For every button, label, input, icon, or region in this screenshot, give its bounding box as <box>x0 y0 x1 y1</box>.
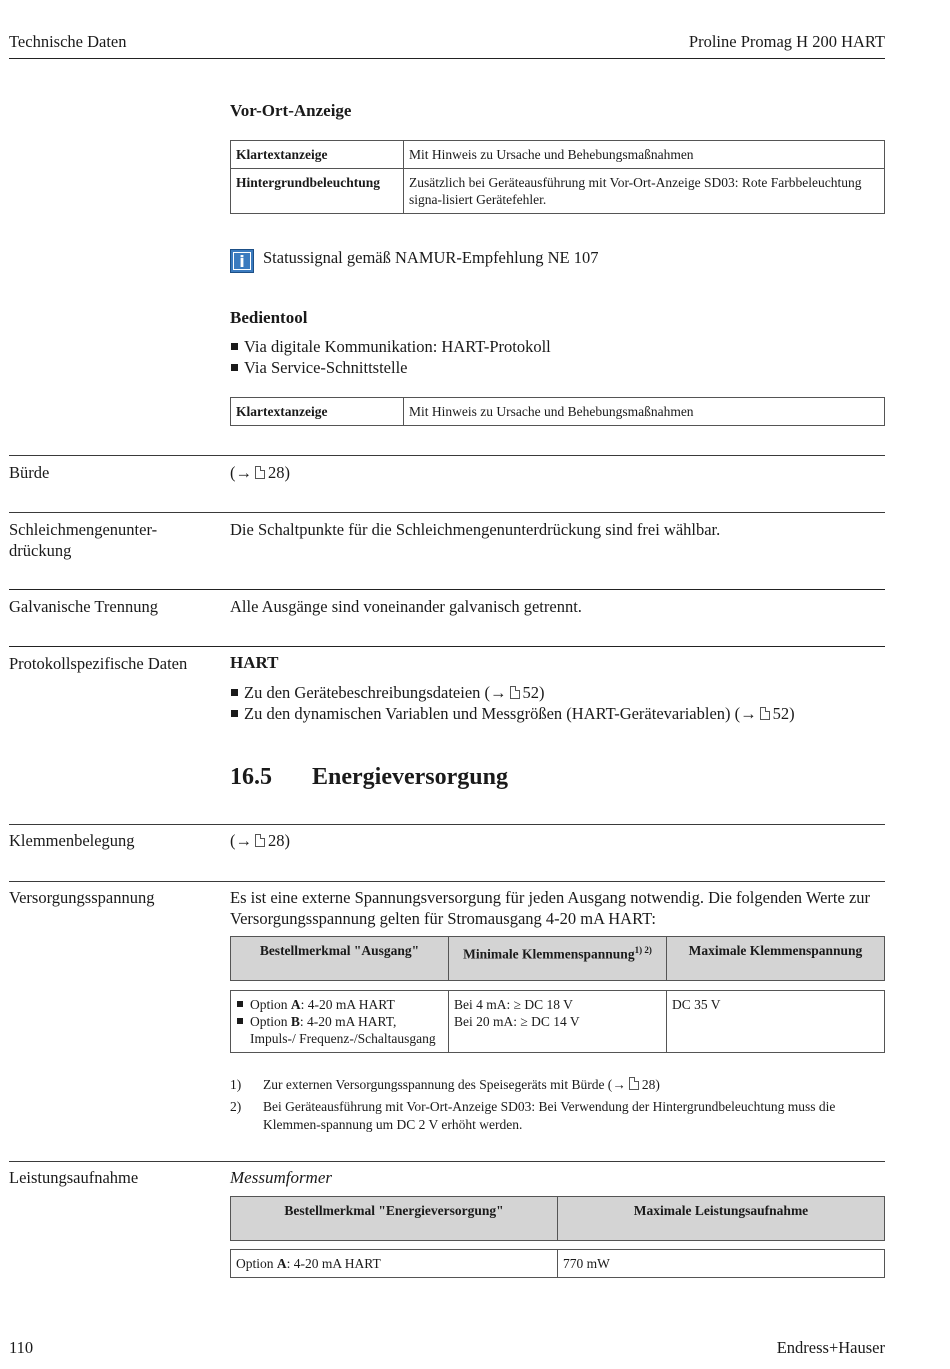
page-ref-link[interactable]: 28) <box>268 831 290 850</box>
list-item-text: Zu den Gerätebeschreibungsdateien (→ <box>244 683 507 702</box>
info-note-text: Statussignal gemäß NAMUR-Empfehlung NE 107 <box>263 248 599 267</box>
page-icon <box>629 1077 639 1090</box>
leistung-body-table <box>230 1249 885 1278</box>
label-line: drückung <box>9 541 72 560</box>
proto-list <box>230 682 795 724</box>
table-row <box>231 169 885 214</box>
option-key: A <box>276 1256 287 1271</box>
leistung-header-table <box>230 1196 885 1241</box>
table-cell: Klartextanzeige <box>231 141 404 169</box>
klemmen-ref <box>230 830 290 851</box>
table-cell: Klartextanzeige <box>231 398 404 426</box>
table-row <box>231 398 885 426</box>
option-text: Option <box>236 1256 277 1271</box>
leistung-subheading: Messumformer <box>230 1168 332 1187</box>
option-key: A <box>290 997 301 1012</box>
min-voltage-line: Bei 4 mA: ≥ DC 18 V <box>454 997 573 1012</box>
galv-text: Alle Ausgänge sind voneinander galvanisch getrennt. <box>230 597 582 616</box>
proto-heading: HART <box>230 653 279 672</box>
info-icon: i <box>230 249 254 273</box>
page-number: 110 <box>9 1338 34 1357</box>
list-item <box>230 682 795 703</box>
table-cell: DC 35 V <box>667 991 885 1053</box>
section-rule <box>9 881 885 882</box>
page-icon <box>255 834 265 847</box>
table-header-row <box>231 1197 885 1241</box>
page-icon <box>760 707 770 720</box>
table-cell <box>449 991 667 1053</box>
page-icon <box>510 686 520 699</box>
footnote-text: Bei Geräteausführung mit Vor-Ort-Anzeige SD03: Bei Verwendung der Hintergrundbeleuchtung muss die Klemmen-spannung um DC 2 V erhöht werden. <box>263 1099 836 1132</box>
option-list <box>236 996 443 1047</box>
section-rule <box>9 1161 885 1162</box>
header-text: Minimale Klemmenspannung <box>463 946 635 962</box>
header-right: Proline Promag H 200 HART <box>688 32 885 51</box>
table-row <box>231 141 885 169</box>
versorgung-body-table <box>230 990 885 1053</box>
list-item <box>236 996 443 1013</box>
section-rule <box>9 646 885 647</box>
schleich-label <box>9 519 157 561</box>
option-text: Option <box>250 997 291 1012</box>
klemmen-label: Klemmenbelegung <box>9 831 135 850</box>
list-item: Via Service-Schnittstelle <box>230 357 551 378</box>
option-text: Option <box>250 1014 291 1029</box>
table-cell: Hintergrundbeleuchtung <box>231 169 404 214</box>
list-item: Via digitale Kommunikation: HART-Protokoll <box>230 336 551 357</box>
option-text: : 4-20 mA HART <box>286 1256 381 1271</box>
table-cell <box>231 1250 558 1278</box>
table-header: Maximale Klemmenspannung <box>667 937 885 981</box>
list-item <box>236 1013 443 1047</box>
leistung-label: Leistungsaufnahme <box>9 1168 139 1187</box>
table-cell: Mit Hinweis zu Ursache und Behebungsmaßnahmen <box>404 141 885 169</box>
footnote-number: 2) <box>230 1099 242 1114</box>
option-key: B <box>290 1014 300 1029</box>
footnote-text <box>263 1076 885 1094</box>
arrow-text: (→ <box>230 831 252 850</box>
burde-ref <box>230 462 290 483</box>
versorgung-text: Es ist eine externe Spannungsversorgung für jeden Ausgang notwendig. Die folgenden Werte zur Versorgungsspannung gelten für Stromausgang 4-20 mA HART: <box>230 888 871 928</box>
min-voltage-line: Bei 20 mA: ≥ DC 14 V <box>454 1014 580 1029</box>
schleich-text: Die Schaltpunkte für die Schleichmengenunterdrückung sind frei wählbar. <box>230 520 721 539</box>
vor-ort-table <box>230 140 885 214</box>
table-header <box>449 937 667 981</box>
header-rule <box>9 58 885 59</box>
table-cell <box>231 991 449 1053</box>
bedientool-list <box>230 336 551 378</box>
table-cell: 770 mW <box>558 1250 885 1278</box>
section-rule <box>9 512 885 513</box>
section-rule <box>9 589 885 590</box>
footer-brand: Endress+Hauser <box>776 1338 885 1357</box>
proto-label: Protokollspezifische Daten <box>9 654 188 673</box>
footnote-ref: 1) 2) <box>634 945 652 955</box>
footnote-body: Zur externen Versorgungsspannung des Speisegeräts mit Bürde (→ <box>263 1077 626 1092</box>
option-text: : 4-20 mA HART <box>300 997 395 1012</box>
page-ref-link[interactable]: 52) <box>522 683 545 702</box>
section-number: 16.5 <box>230 764 272 790</box>
galv-label: Galvanische Trennung <box>9 597 158 616</box>
page-ref-link[interactable]: 52) <box>772 704 795 723</box>
page-ref-link[interactable]: 28) <box>268 463 290 482</box>
table-header: Bestellmerkmal "Ausgang" <box>231 937 449 981</box>
page-icon <box>255 466 265 479</box>
section-title: Energieversorgung <box>312 764 508 790</box>
vor-ort-heading: Vor-Ort-Anzeige <box>230 101 352 120</box>
option-text: : 4-20 mA HART, Impuls-/ Frequenz-/Schaltausgang <box>250 1014 436 1046</box>
footnote-number: 1) <box>230 1077 242 1092</box>
info-note <box>230 249 254 278</box>
table-header: Maximale Leistungsaufnahme <box>558 1197 885 1241</box>
table-row <box>231 1250 885 1278</box>
burde-label: Bürde <box>9 463 50 482</box>
bedientool-heading: Bedientool <box>230 308 308 327</box>
page-ref-link[interactable]: 28) <box>641 1077 660 1092</box>
label-line: Schleichmengenunter- <box>9 520 158 539</box>
table-cell: Mit Hinweis zu Ursache und Behebungsmaßnahmen <box>404 398 885 426</box>
table-header: Bestellmerkmal "Energieversorgung" <box>231 1197 558 1241</box>
section-rule <box>9 455 885 456</box>
arrow-text: (→ <box>230 463 252 482</box>
header-left: Technische Daten <box>9 32 127 51</box>
bedientool-table <box>230 397 885 426</box>
table-header-row <box>231 937 885 981</box>
table-cell: Zusätzlich bei Geräteausführung mit Vor-Ort-Anzeige SD03: Rote Farbbeleuchtung signa-lisiert Gerätefehler. <box>404 169 885 214</box>
list-item <box>230 703 795 724</box>
versorgung-label: Versorgungsspannung <box>9 888 155 907</box>
table-row <box>231 991 885 1053</box>
versorgung-header-table <box>230 936 885 981</box>
list-item-text: Zu den dynamischen Variablen und Messgrößen (HART-Gerätevariablen) (→ <box>244 704 757 723</box>
section-rule <box>9 824 885 825</box>
